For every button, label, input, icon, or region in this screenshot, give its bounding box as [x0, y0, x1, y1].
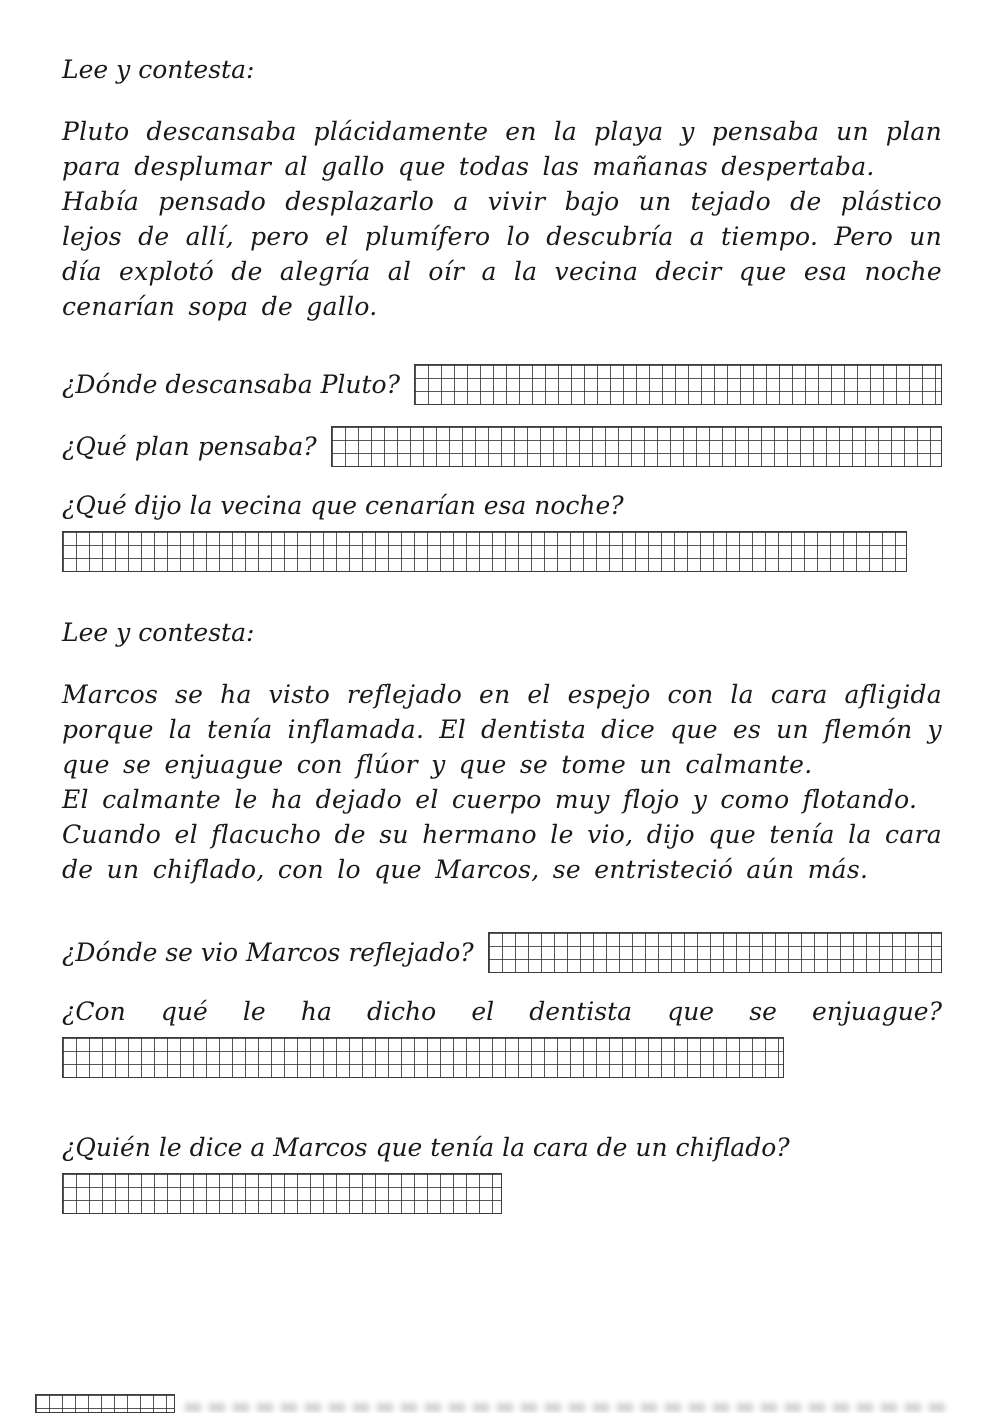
cutoff-answer-grid[interactable] — [35, 1394, 175, 1413]
question-row — [62, 932, 942, 973]
question-label: ¿Quién le dice a Marcos que tenía la cara de un chiflado? — [62, 1133, 790, 1162]
reading-passage — [62, 677, 942, 887]
answer-grid[interactable] — [488, 932, 942, 973]
question-label: ¿Qué dijo la vecina que cenarían esa noche? — [62, 491, 624, 520]
reading-passage — [62, 114, 942, 324]
section-heading: Lee y contesta: — [62, 618, 255, 647]
passage-paragraph: Cuando el flacucho de su hermano le vio, dijo que tenía la cara de un chiflado, con lo que Marcos, se entristeció aún más. — [62, 820, 942, 884]
question-block — [62, 994, 942, 1078]
question-block — [62, 1130, 942, 1214]
question-row — [62, 364, 942, 405]
answer-grid[interactable] — [62, 1037, 784, 1078]
passage-paragraph: El calmante le ha dejado el cuerpo muy flojo y como flotando. — [62, 785, 918, 814]
answer-grid[interactable] — [414, 364, 942, 405]
answer-grid[interactable] — [62, 1173, 502, 1214]
question-block — [62, 488, 942, 572]
question-label: ¿Qué plan pensaba? — [62, 432, 317, 461]
cutoff-faint-text — [185, 1403, 945, 1412]
passage-paragraph: Pluto descansaba plácidamente en la playa y pensaba un plan para desplumar al gallo que todas las mañanas despertaba. — [62, 117, 942, 181]
passage-paragraph: Había pensado desplazarlo a vivir bajo un tejado de plástico lejos de allí, pero el plumífero lo descubría a tiempo. Pero un día explotó de alegría al oír a la vecina decir que esa noche cenarían sopa de gallo. — [62, 187, 942, 321]
answer-grid[interactable] — [331, 426, 942, 467]
question-label: ¿Dónde se vio Marcos reflejado? — [62, 938, 474, 967]
question-label: ¿Dónde descansaba Pluto? — [62, 370, 400, 399]
answer-grid[interactable] — [62, 531, 907, 572]
section-heading: Lee y contesta: — [62, 55, 255, 84]
question-label: ¿Con qué le ha dicho el dentista que se enjuague? — [62, 997, 942, 1026]
passage-paragraph: Marcos se ha visto reflejado en el espejo con la cara afligida porque la tenía inflamada. El dentista dice que es un flemón y que se enjuague con flúor y que se tome un calmante. — [62, 680, 942, 779]
question-row — [62, 426, 942, 467]
section-marcos — [62, 618, 942, 1214]
section-pluto — [62, 55, 942, 572]
